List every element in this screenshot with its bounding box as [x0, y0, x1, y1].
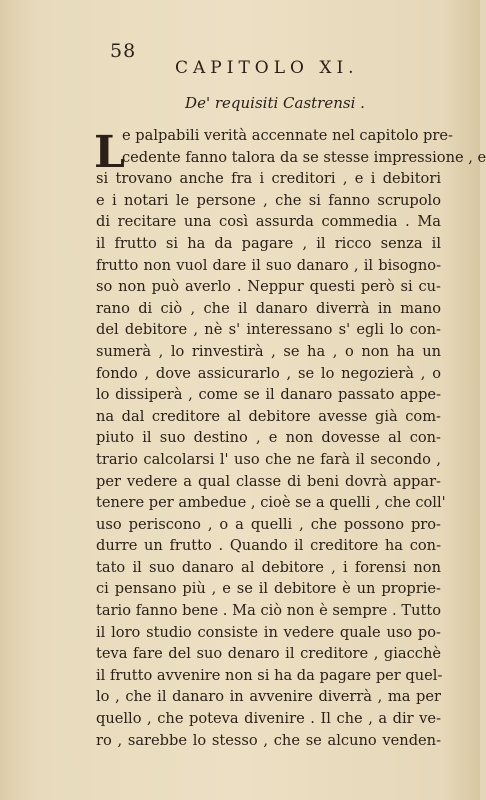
text-line: uso periscono , o a quelli , che possono pro- [96, 515, 441, 533]
text-line: trario calcolarsi l' uso che ne farà il secondo , [96, 450, 441, 468]
text-line: per vedere a qual classe di beni dovrà appar- [96, 472, 441, 490]
text-line: si trovano anche fra i creditori , e i debitori [96, 170, 441, 188]
text-line: tato il suo danaro al debitore , i forensi non [96, 558, 441, 576]
text-line: lo dissiperà , come se il danaro passato appe- [96, 386, 441, 404]
text-line: sumerà , lo rinvestirà , se ha , o non ha un [96, 342, 441, 360]
text-line: so non può averlo . Neppur questi però si cu- [96, 278, 441, 296]
text-line: il frutto avvenire non si ha da pagare per quel- [96, 666, 443, 684]
text-line: ci pensano più , e se il debitore è un proprie- [96, 580, 441, 598]
text-line: ro , sarebbe lo stesso , che se alcuno venden- [96, 731, 441, 749]
text-line: tario fanno bene . Ma ciò non è sempre . Tutto [96, 602, 441, 620]
section-subtitle: De' requisiti Castrensi . [185, 94, 365, 112]
page-number: 58 [110, 40, 137, 62]
text-line: durre un frutto . Quando il creditore ha con- [96, 537, 441, 555]
text-line: il frutto si ha da pagare , il ricco senza il [96, 234, 441, 252]
chapter-title: CAPITOLO XI. [175, 58, 359, 78]
text-line: na dal creditore al debitore avesse già com- [96, 407, 441, 425]
drop-cap: L [94, 127, 125, 178]
text-line: quello , che poteva divenire . Il che , a dir ve- [96, 710, 441, 728]
text-line: del debitore , nè s' interessano s' egli lo con- [96, 321, 441, 339]
text-line: frutto non vuol dare il suo danaro , il bisogno- [96, 256, 441, 274]
text-line: e palpabili verità accennate nel capitolo pre- [122, 127, 453, 144]
text-line: e i notari le persone , che si fanno scrupolo [96, 191, 441, 209]
text-line: rano di ciò , che il danaro diverrà in mano [96, 299, 441, 317]
text-line: il loro studio consiste in vedere quale uso po- [96, 623, 441, 641]
text-line: piuto il suo destino , e non dovesse al con- [96, 429, 441, 447]
text-line: tenere per ambedue , cioè se a quelli , che coll' [96, 494, 446, 512]
text-line: lo , che il danaro in avvenire diverrà , ma per [96, 688, 441, 706]
text-line: teva fare del suo denaro il creditore , giacchè [96, 645, 441, 663]
text-line: fondo , dove assicurarlo , se lo negozierà , o [96, 364, 441, 382]
page-header [110, 40, 440, 80]
text-line: cedente fanno talora da se stesse impressione , e [122, 148, 486, 166]
body-text [94, 125, 486, 751]
text-line: di recitare una così assurda commedia . Ma [96, 213, 441, 231]
